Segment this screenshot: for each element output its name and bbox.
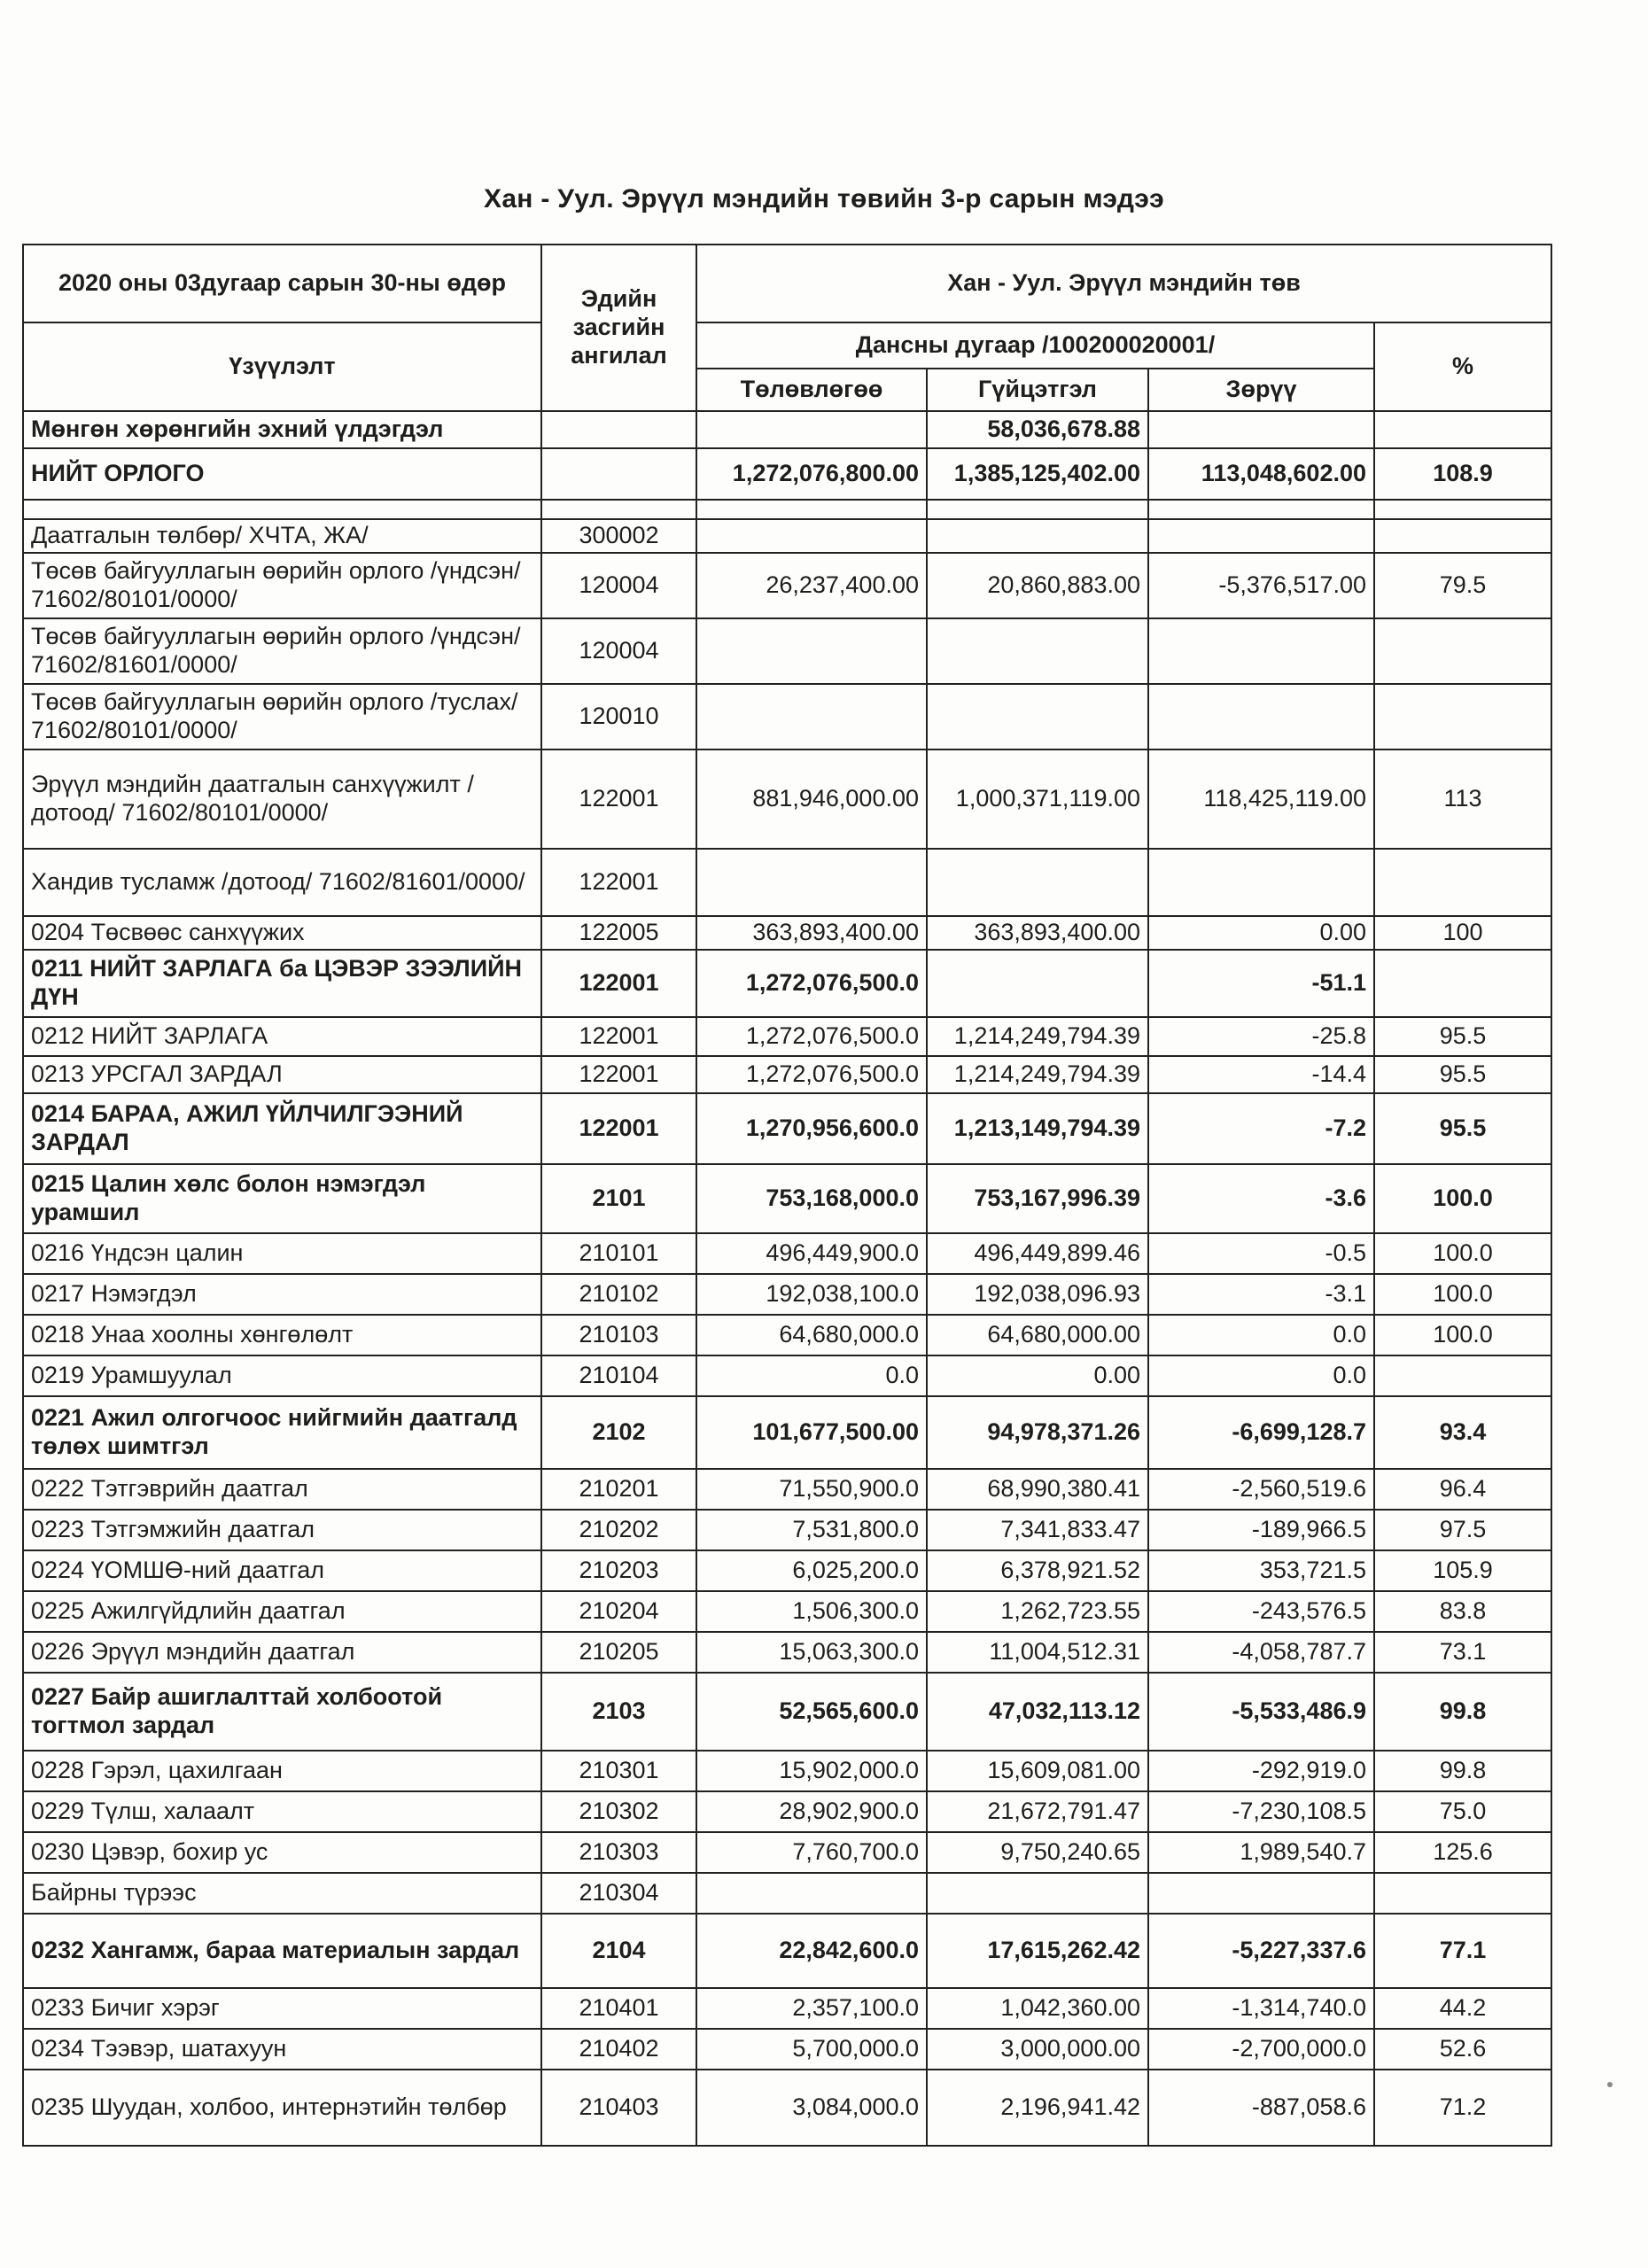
cell-plan bbox=[696, 849, 927, 916]
econ-class-header: Эдийн засгийн ангилал bbox=[541, 245, 696, 411]
table-row bbox=[23, 1832, 1551, 1873]
cell-econ-code: 122001 bbox=[541, 1017, 696, 1056]
cell-actual: 68,990,380.41 bbox=[927, 1469, 1148, 1510]
cell-plan bbox=[696, 411, 927, 448]
cell-description: 0235 Шуудан, холбоо, интернэтийн төлбөр bbox=[23, 2070, 541, 2146]
cell-actual: 64,680,000.00 bbox=[927, 1315, 1148, 1355]
cell-diff: -1,314,740.0 bbox=[1148, 1988, 1374, 2029]
table-row bbox=[23, 750, 1551, 849]
cell-actual: 20,860,883.00 bbox=[927, 553, 1148, 618]
cell-econ-code: 122001 bbox=[541, 750, 696, 849]
report-title: Хан - Уул. Эрүүл мэндийн төвийн 3-р сарын мэдээ bbox=[484, 184, 1164, 214]
table-row bbox=[23, 519, 1551, 553]
cell-diff: -7.2 bbox=[1148, 1093, 1374, 1164]
cell-actual bbox=[927, 684, 1148, 750]
cell-percent: 100.0 bbox=[1374, 1315, 1551, 1355]
cell-actual bbox=[927, 950, 1148, 1017]
cell-percent: 100.0 bbox=[1374, 1274, 1551, 1315]
cell-percent: 100 bbox=[1374, 916, 1551, 950]
cell-plan: 52,565,600.0 bbox=[696, 1673, 927, 1751]
cell-econ-code: 210401 bbox=[541, 1988, 696, 2029]
cell-percent: 113 bbox=[1374, 750, 1551, 849]
cell-description: 0214 БАРАА, АЖИЛ ҮЙЛЧИЛГЭЭНИЙ ЗАРДАЛ bbox=[23, 1093, 541, 1164]
cell-plan: 5,700,000.0 bbox=[696, 2029, 927, 2070]
cell-percent bbox=[1374, 849, 1551, 916]
cell-diff: 1,989,540.7 bbox=[1148, 1832, 1374, 1873]
table-row bbox=[23, 1233, 1551, 1274]
cell-actual bbox=[927, 500, 1148, 519]
cell-econ-code: 2104 bbox=[541, 1914, 696, 1988]
cell-diff: -292,919.0 bbox=[1148, 1751, 1374, 1791]
cell-plan: 2,357,100.0 bbox=[696, 1988, 927, 2029]
cell-actual: 11,004,512.31 bbox=[927, 1632, 1148, 1673]
cell-description: Төсөв байгууллагын өөрийн орлого /туслах/ 71602/80101/0000/ bbox=[23, 684, 541, 750]
cell-diff: -2,560,519.6 bbox=[1148, 1469, 1374, 1510]
cell-diff: 0.0 bbox=[1148, 1355, 1374, 1396]
cell-diff: -3.6 bbox=[1148, 1164, 1374, 1233]
cell-plan: 101,677,500.00 bbox=[696, 1396, 927, 1469]
table-row bbox=[23, 1315, 1551, 1355]
cell-actual bbox=[927, 1873, 1148, 1914]
cell-plan bbox=[696, 500, 927, 519]
cell-plan: 1,270,956,600.0 bbox=[696, 1093, 927, 1164]
cell-percent: 99.8 bbox=[1374, 1673, 1551, 1751]
cell-plan: 22,842,600.0 bbox=[696, 1914, 927, 1988]
cell-econ-code: 210403 bbox=[541, 2070, 696, 2146]
cell-diff bbox=[1148, 500, 1374, 519]
cell-diff: -7,230,108.5 bbox=[1148, 1791, 1374, 1832]
cell-diff: 0.00 bbox=[1148, 916, 1374, 950]
report-table bbox=[22, 244, 1552, 2147]
cell-econ-code: 120004 bbox=[541, 553, 696, 618]
cell-description: Даатгалын төлбөр/ ХЧТА, ЖА/ bbox=[23, 519, 541, 553]
cell-percent: 44.2 bbox=[1374, 1988, 1551, 2029]
cell-actual: 496,449,899.46 bbox=[927, 1233, 1148, 1274]
report-table-body bbox=[23, 245, 1551, 2146]
cell-plan: 7,531,800.0 bbox=[696, 1510, 927, 1550]
cell-description: 0224 ҮОМШӨ-ний даатгал bbox=[23, 1550, 541, 1591]
cell-econ-code bbox=[541, 500, 696, 519]
cell-econ-code: 210203 bbox=[541, 1550, 696, 1591]
cell-diff: -5,227,337.6 bbox=[1148, 1914, 1374, 1988]
cell-econ-code: 210202 bbox=[541, 1510, 696, 1550]
table-row bbox=[23, 1093, 1551, 1164]
table-row bbox=[23, 1164, 1551, 1233]
cell-actual: 17,615,262.42 bbox=[927, 1914, 1148, 1988]
table-row bbox=[23, 1791, 1551, 1832]
cell-econ-code: 120004 bbox=[541, 618, 696, 684]
cell-econ-code bbox=[541, 448, 696, 500]
cell-plan: 496,449,900.0 bbox=[696, 1233, 927, 1274]
cell-plan: 1,506,300.0 bbox=[696, 1591, 927, 1632]
cell-econ-code: 210103 bbox=[541, 1315, 696, 1355]
cell-diff bbox=[1148, 849, 1374, 916]
cell-diff bbox=[1148, 411, 1374, 448]
cell-description: 0230 Цэвэр, бохир ус bbox=[23, 1832, 541, 1873]
cell-plan: 15,902,000.0 bbox=[696, 1751, 927, 1791]
cell-percent: 97.5 bbox=[1374, 1510, 1551, 1550]
cell-actual: 6,378,921.52 bbox=[927, 1550, 1148, 1591]
cell-diff: -189,966.5 bbox=[1148, 1510, 1374, 1550]
cell-percent: 100.0 bbox=[1374, 1164, 1551, 1233]
cell-percent bbox=[1374, 500, 1551, 519]
cell-plan: 881,946,000.00 bbox=[696, 750, 927, 849]
cell-description: 0226 Эрүүл мэндийн даатгал bbox=[23, 1632, 541, 1673]
cell-plan bbox=[696, 519, 927, 553]
cell-description: 0228 Гэрэл, цахилгаан bbox=[23, 1751, 541, 1791]
cell-diff: -5,533,486.9 bbox=[1148, 1673, 1374, 1751]
cell-description: 0211 НИЙТ ЗАРЛАГА ба ЦЭВЭР ЗЭЭЛИЙН ДҮН bbox=[23, 950, 541, 1017]
table-row bbox=[23, 1056, 1551, 1093]
cell-actual: 21,672,791.47 bbox=[927, 1791, 1148, 1832]
cell-econ-code: 210104 bbox=[541, 1355, 696, 1396]
table-row bbox=[23, 2070, 1551, 2146]
cell-percent: 95.5 bbox=[1374, 1056, 1551, 1093]
cell-description: 0212 НИЙТ ЗАРЛАГА bbox=[23, 1017, 541, 1056]
cell-diff: -14.4 bbox=[1148, 1056, 1374, 1093]
cell-description: 0234 Тээвэр, шатахуун bbox=[23, 2029, 541, 2070]
cell-actual bbox=[927, 618, 1148, 684]
cell-actual: 1,000,371,119.00 bbox=[927, 750, 1148, 849]
cell-actual: 1,213,149,794.39 bbox=[927, 1093, 1148, 1164]
cell-percent: 52.6 bbox=[1374, 2029, 1551, 2070]
table-row bbox=[23, 553, 1551, 618]
cell-plan: 7,760,700.0 bbox=[696, 1832, 927, 1873]
cell-description: 0219 Урамшуулал bbox=[23, 1355, 541, 1396]
cell-econ-code: 210304 bbox=[541, 1873, 696, 1914]
cell-diff: -6,699,128.7 bbox=[1148, 1396, 1374, 1469]
cell-plan: 6,025,200.0 bbox=[696, 1550, 927, 1591]
table-row bbox=[23, 1355, 1551, 1396]
cell-plan: 363,893,400.00 bbox=[696, 916, 927, 950]
cell-econ-code: 2102 bbox=[541, 1396, 696, 1469]
cell-diff: 0.0 bbox=[1148, 1315, 1374, 1355]
cell-econ-code: 2101 bbox=[541, 1164, 696, 1233]
table-row bbox=[23, 1469, 1551, 1510]
cell-diff bbox=[1148, 1873, 1374, 1914]
cell-percent: 96.4 bbox=[1374, 1469, 1551, 1510]
cell-actual: 47,032,113.12 bbox=[927, 1673, 1148, 1751]
cell-econ-code: 122001 bbox=[541, 1056, 696, 1093]
cell-actual: 1,385,125,402.00 bbox=[927, 448, 1148, 500]
table-row bbox=[23, 1988, 1551, 2029]
cell-econ-code: 210302 bbox=[541, 1791, 696, 1832]
cell-econ-code bbox=[541, 411, 696, 448]
cell-percent: 108.9 bbox=[1374, 448, 1551, 500]
cell-diff bbox=[1148, 519, 1374, 553]
cell-econ-code: 300002 bbox=[541, 519, 696, 553]
table-row bbox=[23, 1017, 1551, 1056]
cell-econ-code: 210301 bbox=[541, 1751, 696, 1791]
actual-header: Гүйцэтгэл bbox=[927, 369, 1148, 411]
cell-actual: 2,196,941.42 bbox=[927, 2070, 1148, 2146]
cell-diff bbox=[1148, 618, 1374, 684]
table-row bbox=[23, 1591, 1551, 1632]
cell-percent bbox=[1374, 519, 1551, 553]
table-row bbox=[23, 950, 1551, 1017]
table-row bbox=[23, 1550, 1551, 1591]
cell-percent: 75.0 bbox=[1374, 1791, 1551, 1832]
cell-description: 0213 УРСГАЛ ЗАРДАЛ bbox=[23, 1056, 541, 1093]
cell-description: Мөнгөн хөрөнгийн эхний үлдэгдэл bbox=[23, 411, 541, 448]
cell-actual: 1,042,360.00 bbox=[927, 1988, 1148, 2029]
cell-econ-code: 122001 bbox=[541, 1093, 696, 1164]
diff-header: Зөрүү bbox=[1148, 369, 1374, 411]
cell-econ-code: 210102 bbox=[541, 1274, 696, 1315]
cell-actual: 0.00 bbox=[927, 1355, 1148, 1396]
cell-actual: 192,038,096.93 bbox=[927, 1274, 1148, 1315]
cell-plan: 1,272,076,800.00 bbox=[696, 448, 927, 500]
cell-percent: 95.5 bbox=[1374, 1093, 1551, 1164]
cell-percent: 83.8 bbox=[1374, 1591, 1551, 1632]
table-row bbox=[23, 1673, 1551, 1751]
cell-diff: -25.8 bbox=[1148, 1017, 1374, 1056]
cell-actual: 3,000,000.00 bbox=[927, 2029, 1148, 2070]
table-row bbox=[23, 1914, 1551, 1988]
cell-percent: 93.4 bbox=[1374, 1396, 1551, 1469]
cell-diff: 353,721.5 bbox=[1148, 1550, 1374, 1591]
cell-description: 0232 Хангамж, бараа материалын зардал bbox=[23, 1914, 541, 1988]
cell-description: 0229 Түлш, халаалт bbox=[23, 1791, 541, 1832]
cell-actual: 363,893,400.00 bbox=[927, 916, 1148, 950]
cell-econ-code: 210303 bbox=[541, 1832, 696, 1873]
cell-actual: 753,167,996.39 bbox=[927, 1164, 1148, 1233]
cell-description: 0216 Үндсэн цалин bbox=[23, 1233, 541, 1274]
cell-diff: -5,376,517.00 bbox=[1148, 553, 1374, 618]
table-row bbox=[23, 1510, 1551, 1550]
cell-description bbox=[23, 500, 541, 519]
description-header: Үзүүлэлт bbox=[23, 322, 541, 411]
percent-header: % bbox=[1374, 322, 1551, 411]
cell-description: Төсөв байгууллагын өөрийн орлого /үндсэн/ 71602/80101/0000/ bbox=[23, 553, 541, 618]
cell-plan: 192,038,100.0 bbox=[696, 1274, 927, 1315]
cell-percent bbox=[1374, 411, 1551, 448]
cell-actual: 1,262,723.55 bbox=[927, 1591, 1148, 1632]
cell-econ-code: 210205 bbox=[541, 1632, 696, 1673]
cell-percent bbox=[1374, 684, 1551, 750]
cell-diff: -4,058,787.7 bbox=[1148, 1632, 1374, 1673]
cell-description: 0222 Тэтгэврийн даатгал bbox=[23, 1469, 541, 1510]
cell-plan: 1,272,076,500.0 bbox=[696, 950, 927, 1017]
cell-econ-code: 210101 bbox=[541, 1233, 696, 1274]
report-date: 2020 оны 03дугаар сарын 30-ны өдөр bbox=[23, 245, 541, 322]
cell-plan bbox=[696, 618, 927, 684]
cell-percent bbox=[1374, 1873, 1551, 1914]
cell-plan: 3,084,000.0 bbox=[696, 2070, 927, 2146]
table-row bbox=[23, 684, 1551, 750]
cell-description: Хандив тусламж /дотоод/ 71602/81601/0000/ bbox=[23, 849, 541, 916]
cell-econ-code: 210201 bbox=[541, 1469, 696, 1510]
cell-percent bbox=[1374, 950, 1551, 1017]
table-row bbox=[23, 618, 1551, 684]
cell-plan bbox=[696, 1873, 927, 1914]
cell-percent bbox=[1374, 1355, 1551, 1396]
cell-diff: -2,700,000.0 bbox=[1148, 2029, 1374, 2070]
table-row bbox=[23, 1274, 1551, 1315]
cell-plan: 71,550,900.0 bbox=[696, 1469, 927, 1510]
cell-actual: 9,750,240.65 bbox=[927, 1832, 1148, 1873]
cell-diff: -51.1 bbox=[1148, 950, 1374, 1017]
table-row bbox=[23, 1873, 1551, 1914]
cell-description: Эрүүл мэндийн даатгалын санхүүжилт /дотоод/ 71602/80101/0000/ bbox=[23, 750, 541, 849]
cell-actual: 1,214,249,794.39 bbox=[927, 1056, 1148, 1093]
cell-diff: -3.1 bbox=[1148, 1274, 1374, 1315]
cell-diff bbox=[1148, 684, 1374, 750]
cell-diff: -0.5 bbox=[1148, 1233, 1374, 1274]
table-row bbox=[23, 849, 1551, 916]
cell-plan: 753,168,000.0 bbox=[696, 1164, 927, 1233]
table-row bbox=[23, 1396, 1551, 1469]
cell-plan: 26,237,400.00 bbox=[696, 553, 927, 618]
cell-plan: 28,902,900.0 bbox=[696, 1791, 927, 1832]
cell-actual: 94,978,371.26 bbox=[927, 1396, 1148, 1469]
cell-percent: 79.5 bbox=[1374, 553, 1551, 618]
cell-diff: -243,576.5 bbox=[1148, 1591, 1374, 1632]
cell-description: 0223 Тэтгэмжийн даатгал bbox=[23, 1510, 541, 1550]
cell-econ-code: 122001 bbox=[541, 950, 696, 1017]
cell-econ-code: 210402 bbox=[541, 2029, 696, 2070]
table-row bbox=[23, 1751, 1551, 1791]
org-name-header: Хан - Уул. Эрүүл мэндийн төв bbox=[696, 245, 1551, 322]
plan-header: Төлөвлөгөө bbox=[696, 369, 927, 411]
cell-diff: -887,058.6 bbox=[1148, 2070, 1374, 2146]
cell-description: Байрны түрээс bbox=[23, 1873, 541, 1914]
cell-percent: 105.9 bbox=[1374, 1550, 1551, 1591]
table-row bbox=[23, 500, 1551, 519]
cell-percent: 125.6 bbox=[1374, 1832, 1551, 1873]
cell-econ-code: 120010 bbox=[541, 684, 696, 750]
cell-description: 0227 Байр ашиглалттай холбоотой тогтмол зардал bbox=[23, 1673, 541, 1751]
cell-percent: 100.0 bbox=[1374, 1233, 1551, 1274]
cell-description: НИЙТ ОРЛОГО bbox=[23, 448, 541, 500]
cell-plan: 15,063,300.0 bbox=[696, 1632, 927, 1673]
cell-description: 0221 Ажил олгогчоос нийгмийн даатгалд төлөх шимтгэл bbox=[23, 1396, 541, 1469]
cell-plan bbox=[696, 684, 927, 750]
cell-econ-code: 122005 bbox=[541, 916, 696, 950]
cell-description: 0225 Ажилгүйдлийн даатгал bbox=[23, 1591, 541, 1632]
cell-description: 0204 Төсвөөс санхүүжих bbox=[23, 916, 541, 950]
cell-percent: 71.2 bbox=[1374, 2070, 1551, 2146]
cell-percent: 95.5 bbox=[1374, 1017, 1551, 1056]
cell-econ-code: 122001 bbox=[541, 849, 696, 916]
cell-percent: 99.8 bbox=[1374, 1751, 1551, 1791]
cell-description: 0218 Унаа хоолны хөнгөлөлт bbox=[23, 1315, 541, 1355]
cell-actual: 7,341,833.47 bbox=[927, 1510, 1148, 1550]
cell-description: 0233 Бичиг хэрэг bbox=[23, 1988, 541, 2029]
cell-actual: 15,609,081.00 bbox=[927, 1751, 1148, 1791]
cell-diff: 118,425,119.00 bbox=[1148, 750, 1374, 849]
scan-speck bbox=[1607, 2082, 1613, 2087]
cell-econ-code: 2103 bbox=[541, 1673, 696, 1751]
cell-actual: 1,214,249,794.39 bbox=[927, 1017, 1148, 1056]
cell-econ-code: 210204 bbox=[541, 1591, 696, 1632]
cell-percent: 73.1 bbox=[1374, 1632, 1551, 1673]
cell-percent bbox=[1374, 618, 1551, 684]
cell-percent: 77.1 bbox=[1374, 1914, 1551, 1988]
cell-plan: 1,272,076,500.0 bbox=[696, 1056, 927, 1093]
cell-description: 0217 Нэмэгдэл bbox=[23, 1274, 541, 1315]
table-row bbox=[23, 916, 1551, 950]
cell-plan: 1,272,076,500.0 bbox=[696, 1017, 927, 1056]
cell-description: 0215 Цалин хөлс болон нэмэгдэл урамшил bbox=[23, 1164, 541, 1233]
cell-actual bbox=[927, 849, 1148, 916]
cell-plan: 0.0 bbox=[696, 1355, 927, 1396]
table-row bbox=[23, 411, 1551, 448]
table-row bbox=[23, 2029, 1551, 2070]
cell-actual: 58,036,678.88 bbox=[927, 411, 1148, 448]
cell-description: Төсөв байгууллагын өөрийн орлого /үндсэн/ 71602/81601/0000/ bbox=[23, 618, 541, 684]
account-header: Дансны дугаар /100200020001/ bbox=[696, 322, 1374, 369]
table-row bbox=[23, 1632, 1551, 1673]
cell-plan: 64,680,000.0 bbox=[696, 1315, 927, 1355]
cell-diff: 113,048,602.00 bbox=[1148, 448, 1374, 500]
cell-actual bbox=[927, 519, 1148, 553]
table-row bbox=[23, 448, 1551, 500]
